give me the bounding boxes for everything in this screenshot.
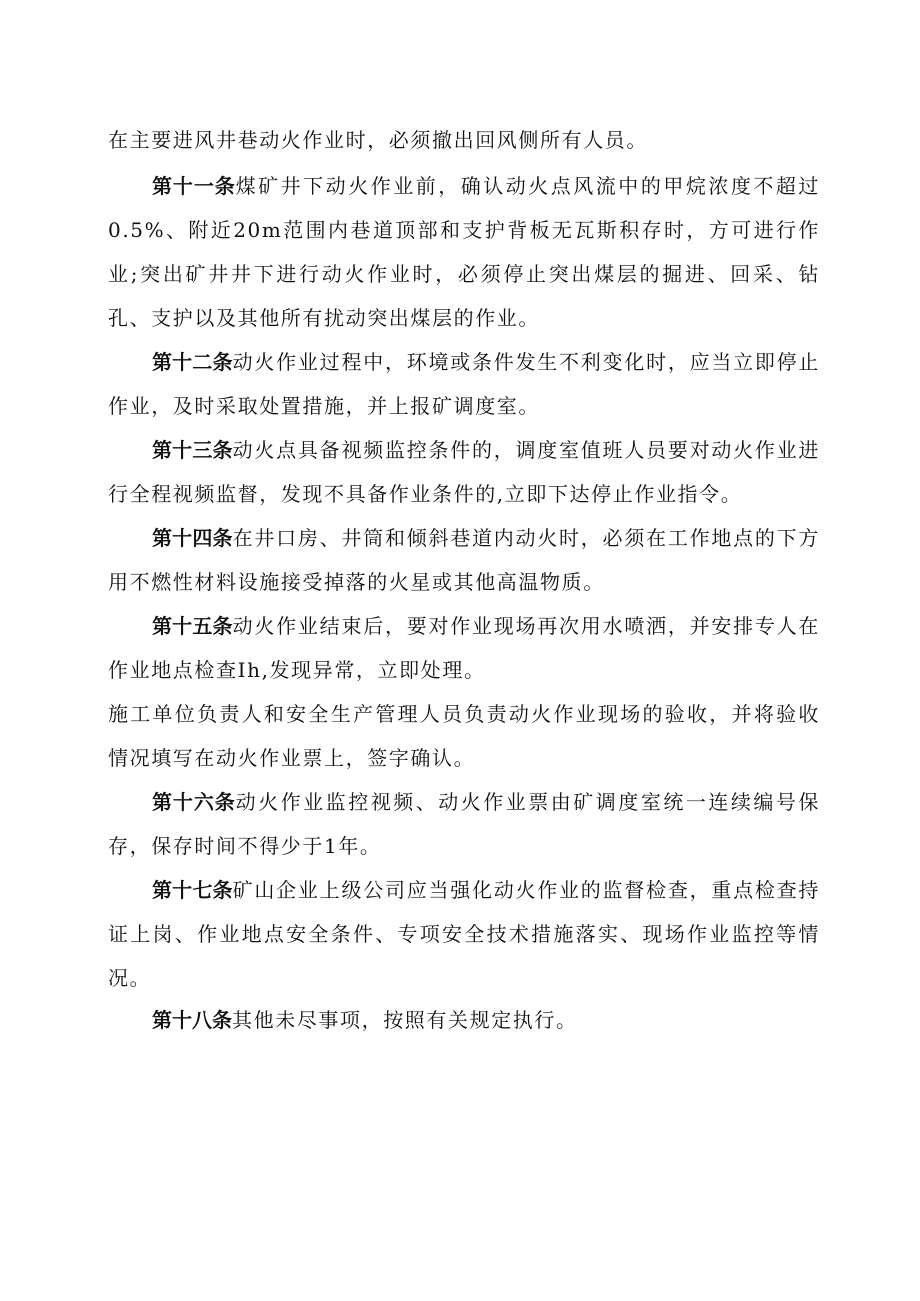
paragraph-1-text: 在主要进风井巷动火作业时，必须撤出回风侧所有人员。 [108,128,648,152]
paragraph-1 [108,118,820,162]
article-11-paragraph [108,164,820,340]
article-12-text: 动火作业过程中，环境或条件发生不利变化时，应当立即停止作业，及时采取处置措施，并上报矿调度室。 [108,350,820,418]
article-14-paragraph [108,516,820,604]
article-17-heading: 第十七条 [152,878,233,902]
article-18-paragraph [108,998,820,1042]
article-14-text: 在井口房、井筒和倾斜巷道内动火时，必须在工作地点的下方用不燃性材料设施接受掉落的火星或其他高温物质。 [108,526,820,594]
article-12-heading: 第十二条 [152,350,233,374]
article-16-heading: 第十六条 [152,790,236,814]
article-13-text: 动火点具备视频监控条件的，调度室值班人员要对动火作业进行全程视频监督，发现不具备作业条件的,立即下达停止作业指令。 [108,438,820,506]
article-13-paragraph [108,428,820,516]
acceptance-paragraph [108,692,820,780]
article-12-paragraph [108,340,820,428]
article-15-heading: 第十五条 [152,614,233,638]
article-13-heading: 第十三条 [152,438,233,462]
article-15-text: 动火作业结束后，要对作业现场再次用水喷洒，并安排专人在作业地点检查Ih,发现异常，立即处理。 [108,614,820,682]
article-16-text: 动火作业监控视频、动火作业票由矿调度室统一连续编号保存，保存时间不得少于1年。 [108,790,820,858]
article-11-heading: 第十一条 [152,174,236,198]
article-17-text: 矿山企业上级公司应当强化动火作业的监督检查，重点检查持证上岗、作业地点安全条件、专项安全技术措施落实、现场作业监控等情况。 [108,878,820,990]
article-14-heading: 第十四条 [152,526,233,550]
article-16-paragraph [108,780,820,868]
acceptance-text: 施工单位负责人和安全生产管理人员负责动火作业现场的验收，并将验收情况填写在动火作业票上，签字确认。 [108,702,820,770]
article-18-text: 其他未尽事项，按照有关规定执行。 [232,1008,578,1032]
article-15-paragraph [108,604,820,692]
article-11-text: 煤矿井下动火作业前，确认动火点风流中的甲烷浓度不超过0.5%、附近20m范围内巷道顶部和支护背板无瓦斯积存时，方可进行作业;突出矿井井下进行动火作业时，必须停止突出煤层的掘进、回采、钻孔、支护以及其他所有扰动突出煤层的作业。 [108,174,821,330]
article-18-heading: 第十八条 [152,1008,232,1032]
article-17-paragraph [108,868,820,1000]
